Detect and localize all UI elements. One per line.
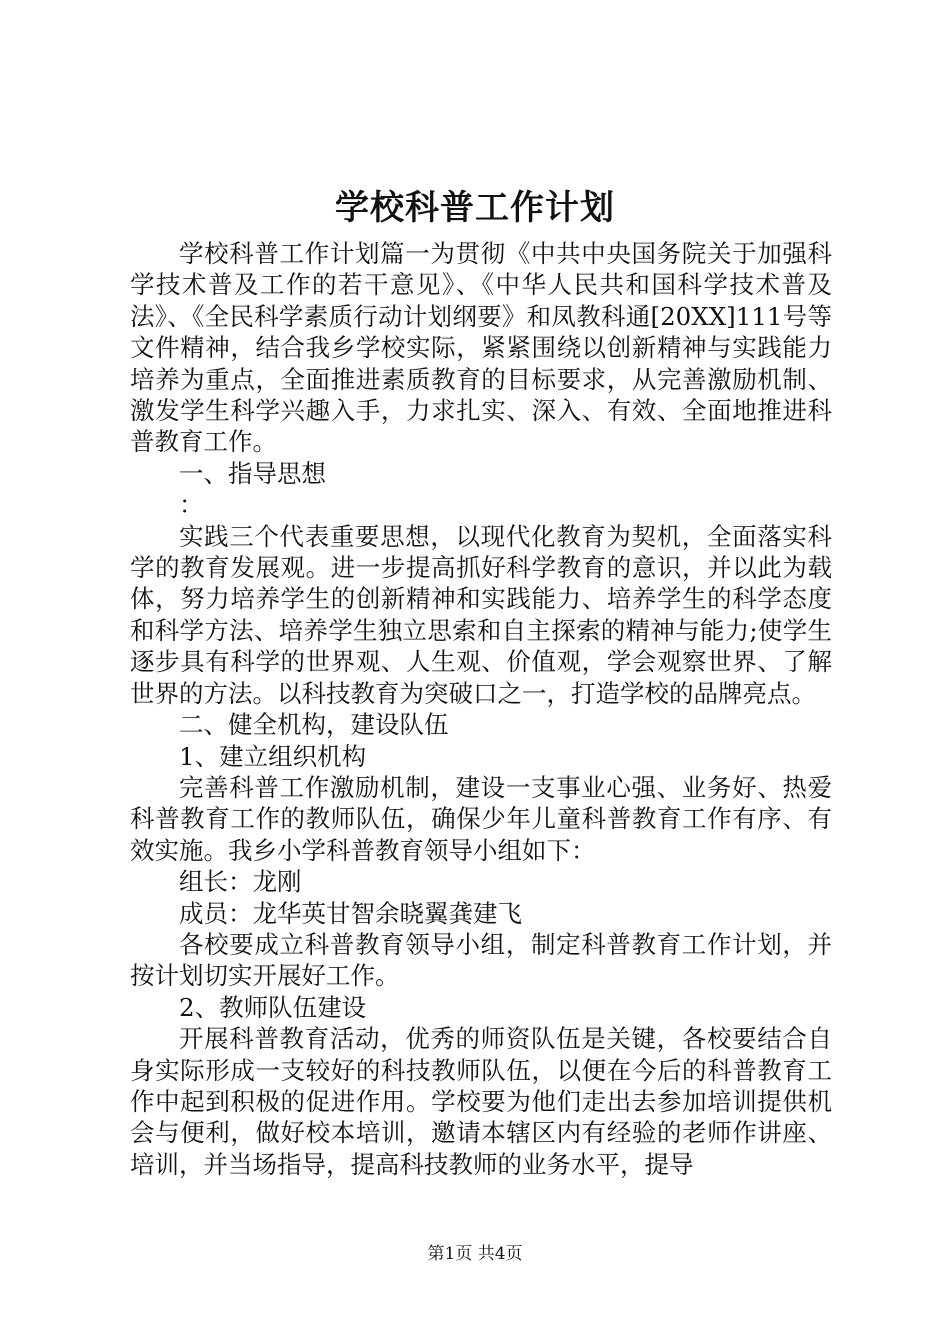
paragraph-intro: 学校科普工作计划篇一为贯彻《中共中央国务院关于加强科学技术普及工作的若干意见》、《中华人民共和国科学技术普及法》、《全民科学素质行动计划纲要》和凤教科通[20XX]111号等文件精神，结合我乡学校实际，紧紧围绕以创新精神与实践能力培养为重点，全面推进素质教育的目标要求，从完善激励机制、激发学生科学兴趣入手，力求扎实、深入、有效、全面地推进科普教育工作。 xyxy=(130,239,832,457)
heading-guiding-ideology: 一、指导思想 xyxy=(179,458,326,488)
paragraph-group-leader: 组长：龙刚 xyxy=(179,867,302,897)
paragraph-school-groups: 各校要成立科普教育领导小组，制定科普教育工作计划，并按计划切实开展好工作。 xyxy=(130,929,832,991)
document-body xyxy=(130,238,832,1180)
paragraph-incentive-mechanism: 完善科普工作激励机制，建设一支事业心强、业务好、热爱科普教育工作的教师队伍，确保少年儿童科普教育工作有序、有效实施。我乡小学科普教育领导小组如下： xyxy=(130,772,832,865)
paragraph-teacher-team: 开展科普教育活动，优秀的师资队伍是关键，各校要结合自身实际形成一支较好的科技教师队伍，以便在今后的科普教育工作中起到积极的促进作用。学校要为他们走出去参加培训提供机会与便利，做好校本培训，邀请本辖区内有经验的老师作讲座、培训，并当场指导，提高科技教师的业务水平，提导 xyxy=(130,1024,832,1179)
subheading-teacher-team: 2、教师队伍建设 xyxy=(179,992,367,1022)
paragraph-group-members: 成员：龙华英甘智余晓翼龚建飞 xyxy=(179,898,522,928)
document-title: 学校科普工作计划 xyxy=(335,188,615,228)
paragraph-guiding-ideology: 实践三个代表重要思想，以现代化教育为契机，全面落实科学的教育发展观。进一步提高抓好科学教育的意识，并以此为载体，努力培养学生的创新精神和实践能力、培养学生的科学态度和科学方法、培养学生独立思索和自主探索的精神与能力;使学生逐步具有科学的世界观、人生观、价值观，学会观察世界、了解世界的方法。以科技教育为突破口之一，打造学校的品牌亮点。 xyxy=(130,521,832,708)
subheading-establish-organization: 1、建立组织机构 xyxy=(179,741,367,771)
page-footer: 第1页 共4页 xyxy=(427,1244,523,1264)
paragraph-colon: ： xyxy=(179,490,204,520)
heading-organization: 二、健全机构，建设队伍 xyxy=(179,710,449,740)
